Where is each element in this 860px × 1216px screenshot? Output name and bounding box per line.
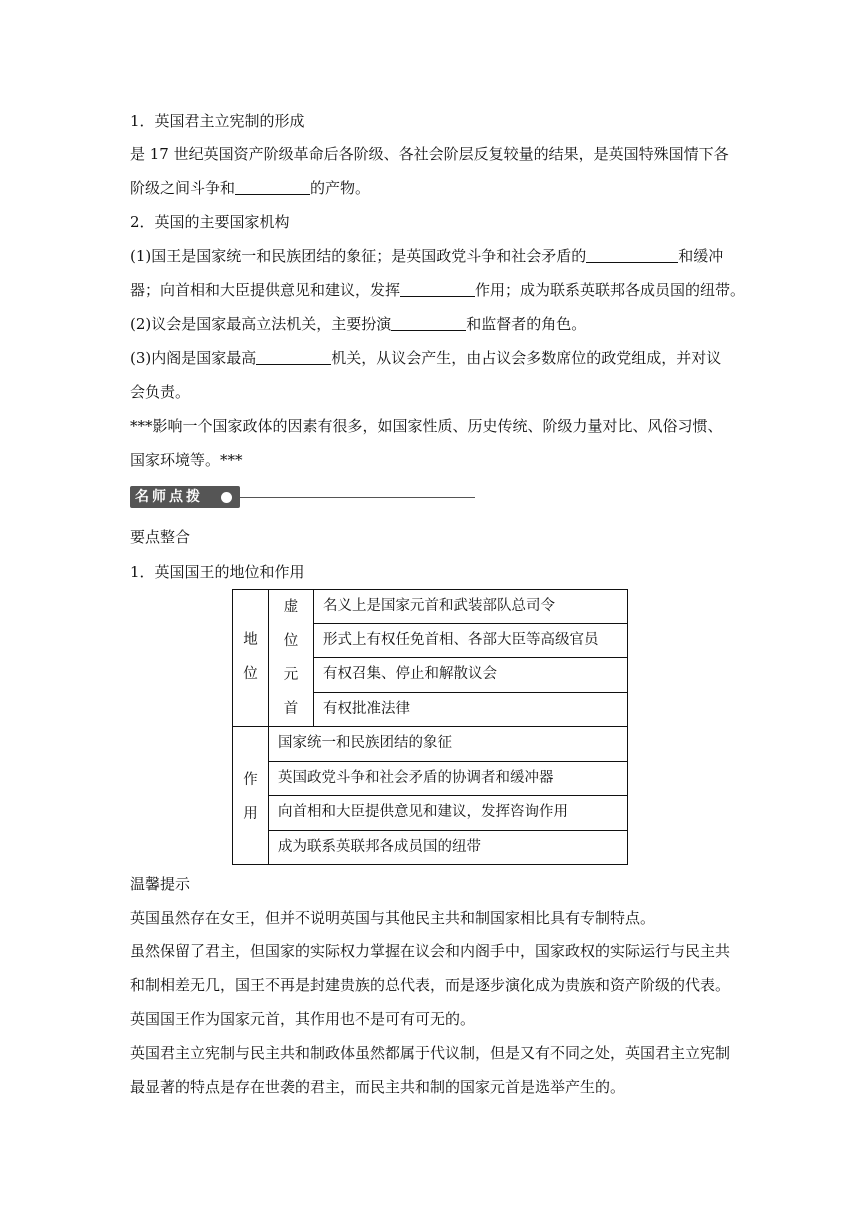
paragraph-king-line2 — [130, 279, 745, 301]
king-role-table — [232, 589, 628, 865]
fill-blank[interactable] — [586, 246, 678, 263]
cell-char: 作 — [243, 772, 258, 788]
table-cell: 国家统一和民族团结的象征 — [268, 726, 628, 761]
text-fragment: 机关，从议会产生，由占议会多数席位的政党组成，并对议 — [331, 349, 722, 367]
text-fragment: (1)国王是国家统一和民族团结的象征；是英国政党斗争和社会矛盾的 — [130, 247, 587, 265]
text-fragment: 和缓冲 — [678, 247, 724, 265]
banner-label: 名师点拨 — [130, 486, 240, 508]
tips-title: 温馨提示 — [130, 875, 191, 893]
cell-char: 地 — [243, 632, 258, 648]
paragraph-cabinet-line2: 会负责。 — [130, 383, 191, 401]
text-fragment: 器；向首相和大臣提供意见和建议，发挥 — [130, 281, 401, 299]
paragraph-formation-line2 — [130, 177, 370, 199]
fill-blank[interactable] — [256, 348, 331, 365]
tips-line3: 英国国王作为国家元首，其作用也不是可有可无的。 — [130, 1010, 476, 1028]
section-banner — [130, 486, 475, 510]
table-cell: 有权批准法律 — [313, 692, 628, 726]
paragraph-cabinet-line1 — [130, 347, 721, 369]
table-cell: 向首相和大臣提供意见和建议，发挥咨询作用 — [268, 795, 628, 830]
tips-line4a: 英国君主立宪制与民主共和制政体虽然都属于代议制，但是又有不同之处，英国君主立宪制 — [130, 1044, 731, 1062]
table-heading: 1．英国国王的地位和作用 — [130, 563, 305, 581]
cell-char: 首 — [283, 701, 299, 717]
fill-blank[interactable] — [391, 314, 466, 331]
note-line1: ***影响一个国家政体的因素有很多，如国家性质、历史传统、阶级力量对比、风俗习惯、 — [130, 417, 723, 435]
table-cell: 英国政党斗争和社会矛盾的协调者和缓冲器 — [268, 761, 628, 795]
banner-divider — [240, 497, 475, 498]
fill-blank[interactable] — [400, 280, 475, 297]
tips-line2b: 和制相差无几，国王不再是封建贵族的总代表，而是逐步演化成为贵族和资产阶级的代表。 — [130, 976, 731, 994]
heading-formation: 1．英国君主立宪制的形成 — [130, 112, 305, 130]
text-fragment: 作用；成为联系英联邦各成员国的纽带。 — [475, 281, 746, 299]
text-fragment: 和监督者的角色。 — [466, 315, 587, 333]
table-cell: 有权召集、停止和解散议会 — [313, 657, 628, 692]
table-cell: 名义上是国家元首和武装部队总司令 — [313, 589, 628, 623]
text-fragment: (3)内阁是国家最高 — [130, 349, 257, 367]
paragraph-parliament — [130, 313, 586, 335]
cell-char: 位 — [243, 666, 258, 682]
table-cell: 形式上有权任免首相、各部大臣等高级官员 — [313, 623, 628, 657]
fill-blank[interactable] — [235, 178, 310, 195]
heading-institutions: 2．英国的主要国家机构 — [130, 213, 290, 231]
paragraph-formation-line1: 是 17 世纪英国资产阶级革命后各阶级、各社会阶层反复较量的结果，是英国特殊国情下各 — [130, 145, 729, 163]
tips-line4b: 最显著的特点是存在世袭的君主，而民主共和制的国家元首是选举产生的。 — [130, 1078, 626, 1096]
text-fragment: 的产物。 — [310, 179, 371, 197]
text-fragment: 阶级之间斗争和 — [130, 179, 236, 197]
tips-line1: 英国虽然存在女王，但并不说明英国与其他民主共和制国家相比具有专制特点。 — [130, 909, 656, 927]
table-outer-border — [232, 589, 628, 865]
table-cell: 成为联系英联邦各成员国的纽带 — [268, 830, 628, 865]
section-title: 要点整合 — [130, 528, 191, 546]
text-fragment: (2)议会是国家最高立法机关，主要扮演 — [130, 315, 392, 333]
cell-char: 虚 — [283, 599, 299, 615]
tips-line2a: 虽然保留了君主，但国家的实际权力掌握在议会和内阁手中，国家政权的实际运行与民主共 — [130, 942, 731, 960]
cell-char: 用 — [243, 806, 258, 822]
banner-dot-icon — [221, 492, 232, 503]
cell-char: 元 — [283, 667, 299, 683]
cell-char: 位 — [283, 633, 299, 649]
paragraph-king-line1 — [130, 245, 723, 267]
note-line2: 国家环境等。*** — [130, 451, 243, 469]
